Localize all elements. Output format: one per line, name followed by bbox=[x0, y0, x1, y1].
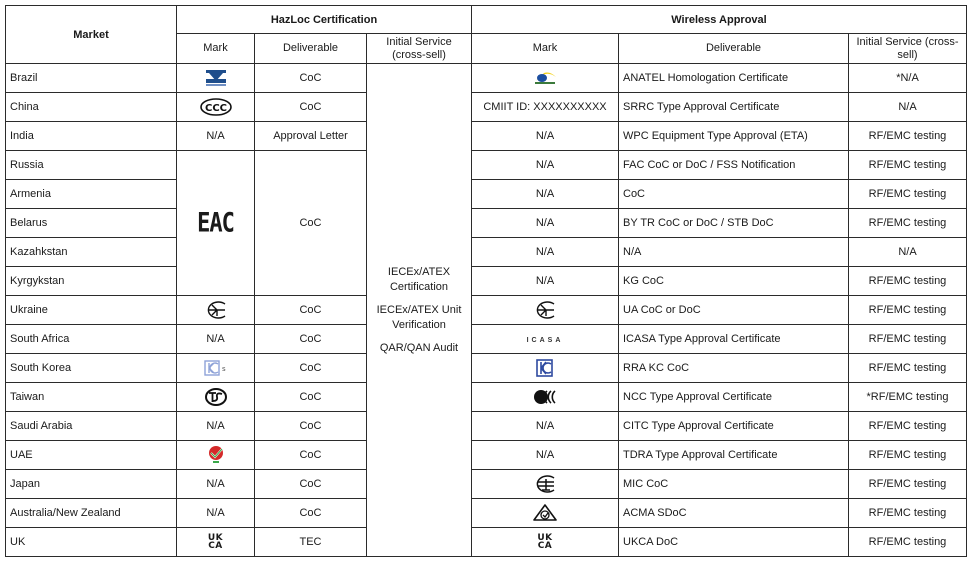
table-row bbox=[6, 151, 967, 180]
wireless-initial-cell: RF/EMC testing bbox=[849, 180, 967, 209]
table-row bbox=[6, 499, 967, 528]
hazloc-mark-text-cell: N/A bbox=[177, 412, 255, 441]
market-cell: UAE bbox=[6, 441, 177, 470]
ncc-mark-icon bbox=[472, 383, 619, 412]
hazloc-deliverable-cell: CoC bbox=[255, 412, 367, 441]
wireless-mark-text-cell: N/A bbox=[472, 151, 619, 180]
kc-mark-icon bbox=[472, 354, 619, 383]
wireless-deliverable-cell: BY TR CoC or DoC / STB DoC bbox=[619, 209, 849, 238]
table-row bbox=[6, 528, 967, 557]
market-cell: Japan bbox=[6, 470, 177, 499]
market-header: Market bbox=[6, 6, 177, 64]
table-row bbox=[6, 238, 967, 267]
wireless-header: Wireless Approval bbox=[472, 6, 967, 34]
hazloc-mark-text-cell: N/A bbox=[177, 470, 255, 499]
ccc-mark-icon bbox=[177, 93, 255, 122]
market-cell: Ukraine bbox=[6, 296, 177, 325]
rcm-mark-icon bbox=[472, 499, 619, 528]
table-row bbox=[6, 441, 967, 470]
hazloc-mark-text-cell: N/A bbox=[177, 499, 255, 528]
market-cell: South Korea bbox=[6, 354, 177, 383]
wireless-deliverable-cell: KG CoC bbox=[619, 267, 849, 296]
inmetro-mark-icon bbox=[177, 64, 255, 93]
wireless-mark-text-cell: N/A bbox=[472, 441, 619, 470]
table-row bbox=[6, 383, 967, 412]
svg-text:s: s bbox=[221, 365, 226, 373]
wireless-mark-text-cell: N/A bbox=[472, 267, 619, 296]
hazloc-deliverable-cell: CoC bbox=[255, 354, 367, 383]
market-cell: Kyrgykstan bbox=[6, 267, 177, 296]
wireless-initial-cell: N/A bbox=[849, 93, 967, 122]
wireless-mark-text-cell: N/A bbox=[472, 238, 619, 267]
hazloc-deliverable-cell: CoC bbox=[255, 151, 367, 296]
svg-text:CCC: CCC bbox=[204, 103, 227, 114]
hazloc-initial-service-cell: IECEx/ATEX Certification IECEx/ATEX Unit Verification QAR/QAN Audit bbox=[367, 64, 472, 557]
wireless-initial-cell: RF/EMC testing bbox=[849, 122, 967, 151]
wireless-initial-cell: RF/EMC testing bbox=[849, 441, 967, 470]
ts-mark-icon bbox=[177, 383, 255, 412]
market-cell: UK bbox=[6, 528, 177, 557]
hazloc-initial-header: Initial Service (cross-sell) bbox=[367, 34, 472, 64]
wireless-initial-cell: RF/EMC testing bbox=[849, 470, 967, 499]
kcs-mark-icon bbox=[177, 354, 255, 383]
wireless-mark-text-cell: N/A bbox=[472, 412, 619, 441]
ua-mark-icon bbox=[177, 296, 255, 325]
wireless-deliverable-cell: UKCA DoC bbox=[619, 528, 849, 557]
wireless-initial-cell: RF/EMC testing bbox=[849, 412, 967, 441]
certification-table bbox=[5, 5, 967, 557]
hazloc-deliverable-cell: CoC bbox=[255, 93, 367, 122]
wireless-deliverable-cell: UA CoC or DoC bbox=[619, 296, 849, 325]
hazloc-deliverable-cell: CoC bbox=[255, 499, 367, 528]
hazloc-mark-text-cell: N/A bbox=[177, 325, 255, 354]
market-cell: South Africa bbox=[6, 325, 177, 354]
wireless-initial-cell: RF/EMC testing bbox=[849, 296, 967, 325]
wireless-deliverable-cell: ANATEL Homologation Certificate bbox=[619, 64, 849, 93]
hazloc-deliverable-cell: TEC bbox=[255, 528, 367, 557]
uae-mark-icon bbox=[177, 441, 255, 470]
wireless-initial-cell: RF/EMC testing bbox=[849, 354, 967, 383]
ukca-mark-icon: UK CA bbox=[472, 528, 619, 557]
table-row bbox=[6, 412, 967, 441]
market-cell: Brazil bbox=[6, 64, 177, 93]
table-row bbox=[6, 93, 967, 122]
wireless-deliverable-cell: ACMA SDoC bbox=[619, 499, 849, 528]
wireless-deliverable-header: Deliverable bbox=[619, 34, 849, 64]
market-cell: Belarus bbox=[6, 209, 177, 238]
market-cell: Armenia bbox=[6, 180, 177, 209]
table-row bbox=[6, 296, 967, 325]
wireless-deliverable-cell: SRRC Type Approval Certificate bbox=[619, 93, 849, 122]
wireless-initial-cell: RF/EMC testing bbox=[849, 209, 967, 238]
hazloc-mark-header: Mark bbox=[177, 34, 255, 64]
hazloc-deliverable-cell: CoC bbox=[255, 470, 367, 499]
anatel-mark-icon bbox=[472, 64, 619, 93]
table-row bbox=[6, 122, 967, 151]
market-cell: Taiwan bbox=[6, 383, 177, 412]
wireless-deliverable-cell: NCC Type Approval Certificate bbox=[619, 383, 849, 412]
wireless-deliverable-cell: CoC bbox=[619, 180, 849, 209]
wireless-deliverable-cell: TDRA Type Approval Certificate bbox=[619, 441, 849, 470]
market-cell: Russia bbox=[6, 151, 177, 180]
wireless-mark-header: Mark bbox=[472, 34, 619, 64]
wireless-initial-cell: RF/EMC testing bbox=[849, 325, 967, 354]
table-row bbox=[6, 64, 967, 93]
wireless-mark-text-cell: N/A bbox=[472, 180, 619, 209]
table-row bbox=[6, 267, 967, 296]
wireless-deliverable-cell: CITC Type Approval Certificate bbox=[619, 412, 849, 441]
hazloc-deliverable-cell: CoC bbox=[255, 64, 367, 93]
table-row bbox=[6, 354, 967, 383]
wireless-initial-cell: *N/A bbox=[849, 64, 967, 93]
wireless-deliverable-cell: RRA KC CoC bbox=[619, 354, 849, 383]
ukca-mark-icon: UK CA bbox=[177, 528, 255, 557]
hazloc-header: HazLoc Certification bbox=[177, 6, 472, 34]
table-row bbox=[6, 209, 967, 238]
ua-mark-icon bbox=[472, 296, 619, 325]
market-cell: Kazahkstan bbox=[6, 238, 177, 267]
wireless-initial-cell: *RF/EMC testing bbox=[849, 383, 967, 412]
hazloc-deliverable-cell: CoC bbox=[255, 325, 367, 354]
wireless-deliverable-cell: ICASA Type Approval Certificate bbox=[619, 325, 849, 354]
hazloc-deliverable-cell: Approval Letter bbox=[255, 122, 367, 151]
table-row bbox=[6, 325, 967, 354]
hazloc-deliverable-cell: CoC bbox=[255, 441, 367, 470]
mic-mark-icon bbox=[472, 470, 619, 499]
wireless-initial-cell: RF/EMC testing bbox=[849, 267, 967, 296]
wireless-initial-header: Initial Service (cross-sell) bbox=[849, 34, 967, 64]
wireless-mark-text-cell: N/A bbox=[472, 122, 619, 151]
eac-mark-icon: EAC bbox=[177, 151, 255, 296]
market-cell: China bbox=[6, 93, 177, 122]
wireless-initial-cell: RF/EMC testing bbox=[849, 499, 967, 528]
wireless-initial-cell: RF/EMC testing bbox=[849, 528, 967, 557]
wireless-mark-text-cell: CMIIT ID: XXXXXXXXXX bbox=[472, 93, 619, 122]
market-cell: India bbox=[6, 122, 177, 151]
table-row bbox=[6, 180, 967, 209]
table-row bbox=[6, 470, 967, 499]
wireless-initial-cell: N/A bbox=[849, 238, 967, 267]
hazloc-deliverable-cell: CoC bbox=[255, 296, 367, 325]
wireless-deliverable-cell: N/A bbox=[619, 238, 849, 267]
hazloc-deliverable-header: Deliverable bbox=[255, 34, 367, 64]
hazloc-mark-text-cell: N/A bbox=[177, 122, 255, 151]
market-cell: Saudi Arabia bbox=[6, 412, 177, 441]
wireless-deliverable-cell: MIC CoC bbox=[619, 470, 849, 499]
icasa-mark-icon: ICASA bbox=[472, 325, 619, 354]
wireless-deliverable-cell: FAC CoC or DoC / FSS Notification bbox=[619, 151, 849, 180]
hazloc-deliverable-cell: CoC bbox=[255, 383, 367, 412]
wireless-deliverable-cell: WPC Equipment Type Approval (ETA) bbox=[619, 122, 849, 151]
market-cell: Australia/New Zealand bbox=[6, 499, 177, 528]
wireless-mark-text-cell: N/A bbox=[472, 209, 619, 238]
wireless-initial-cell: RF/EMC testing bbox=[849, 151, 967, 180]
